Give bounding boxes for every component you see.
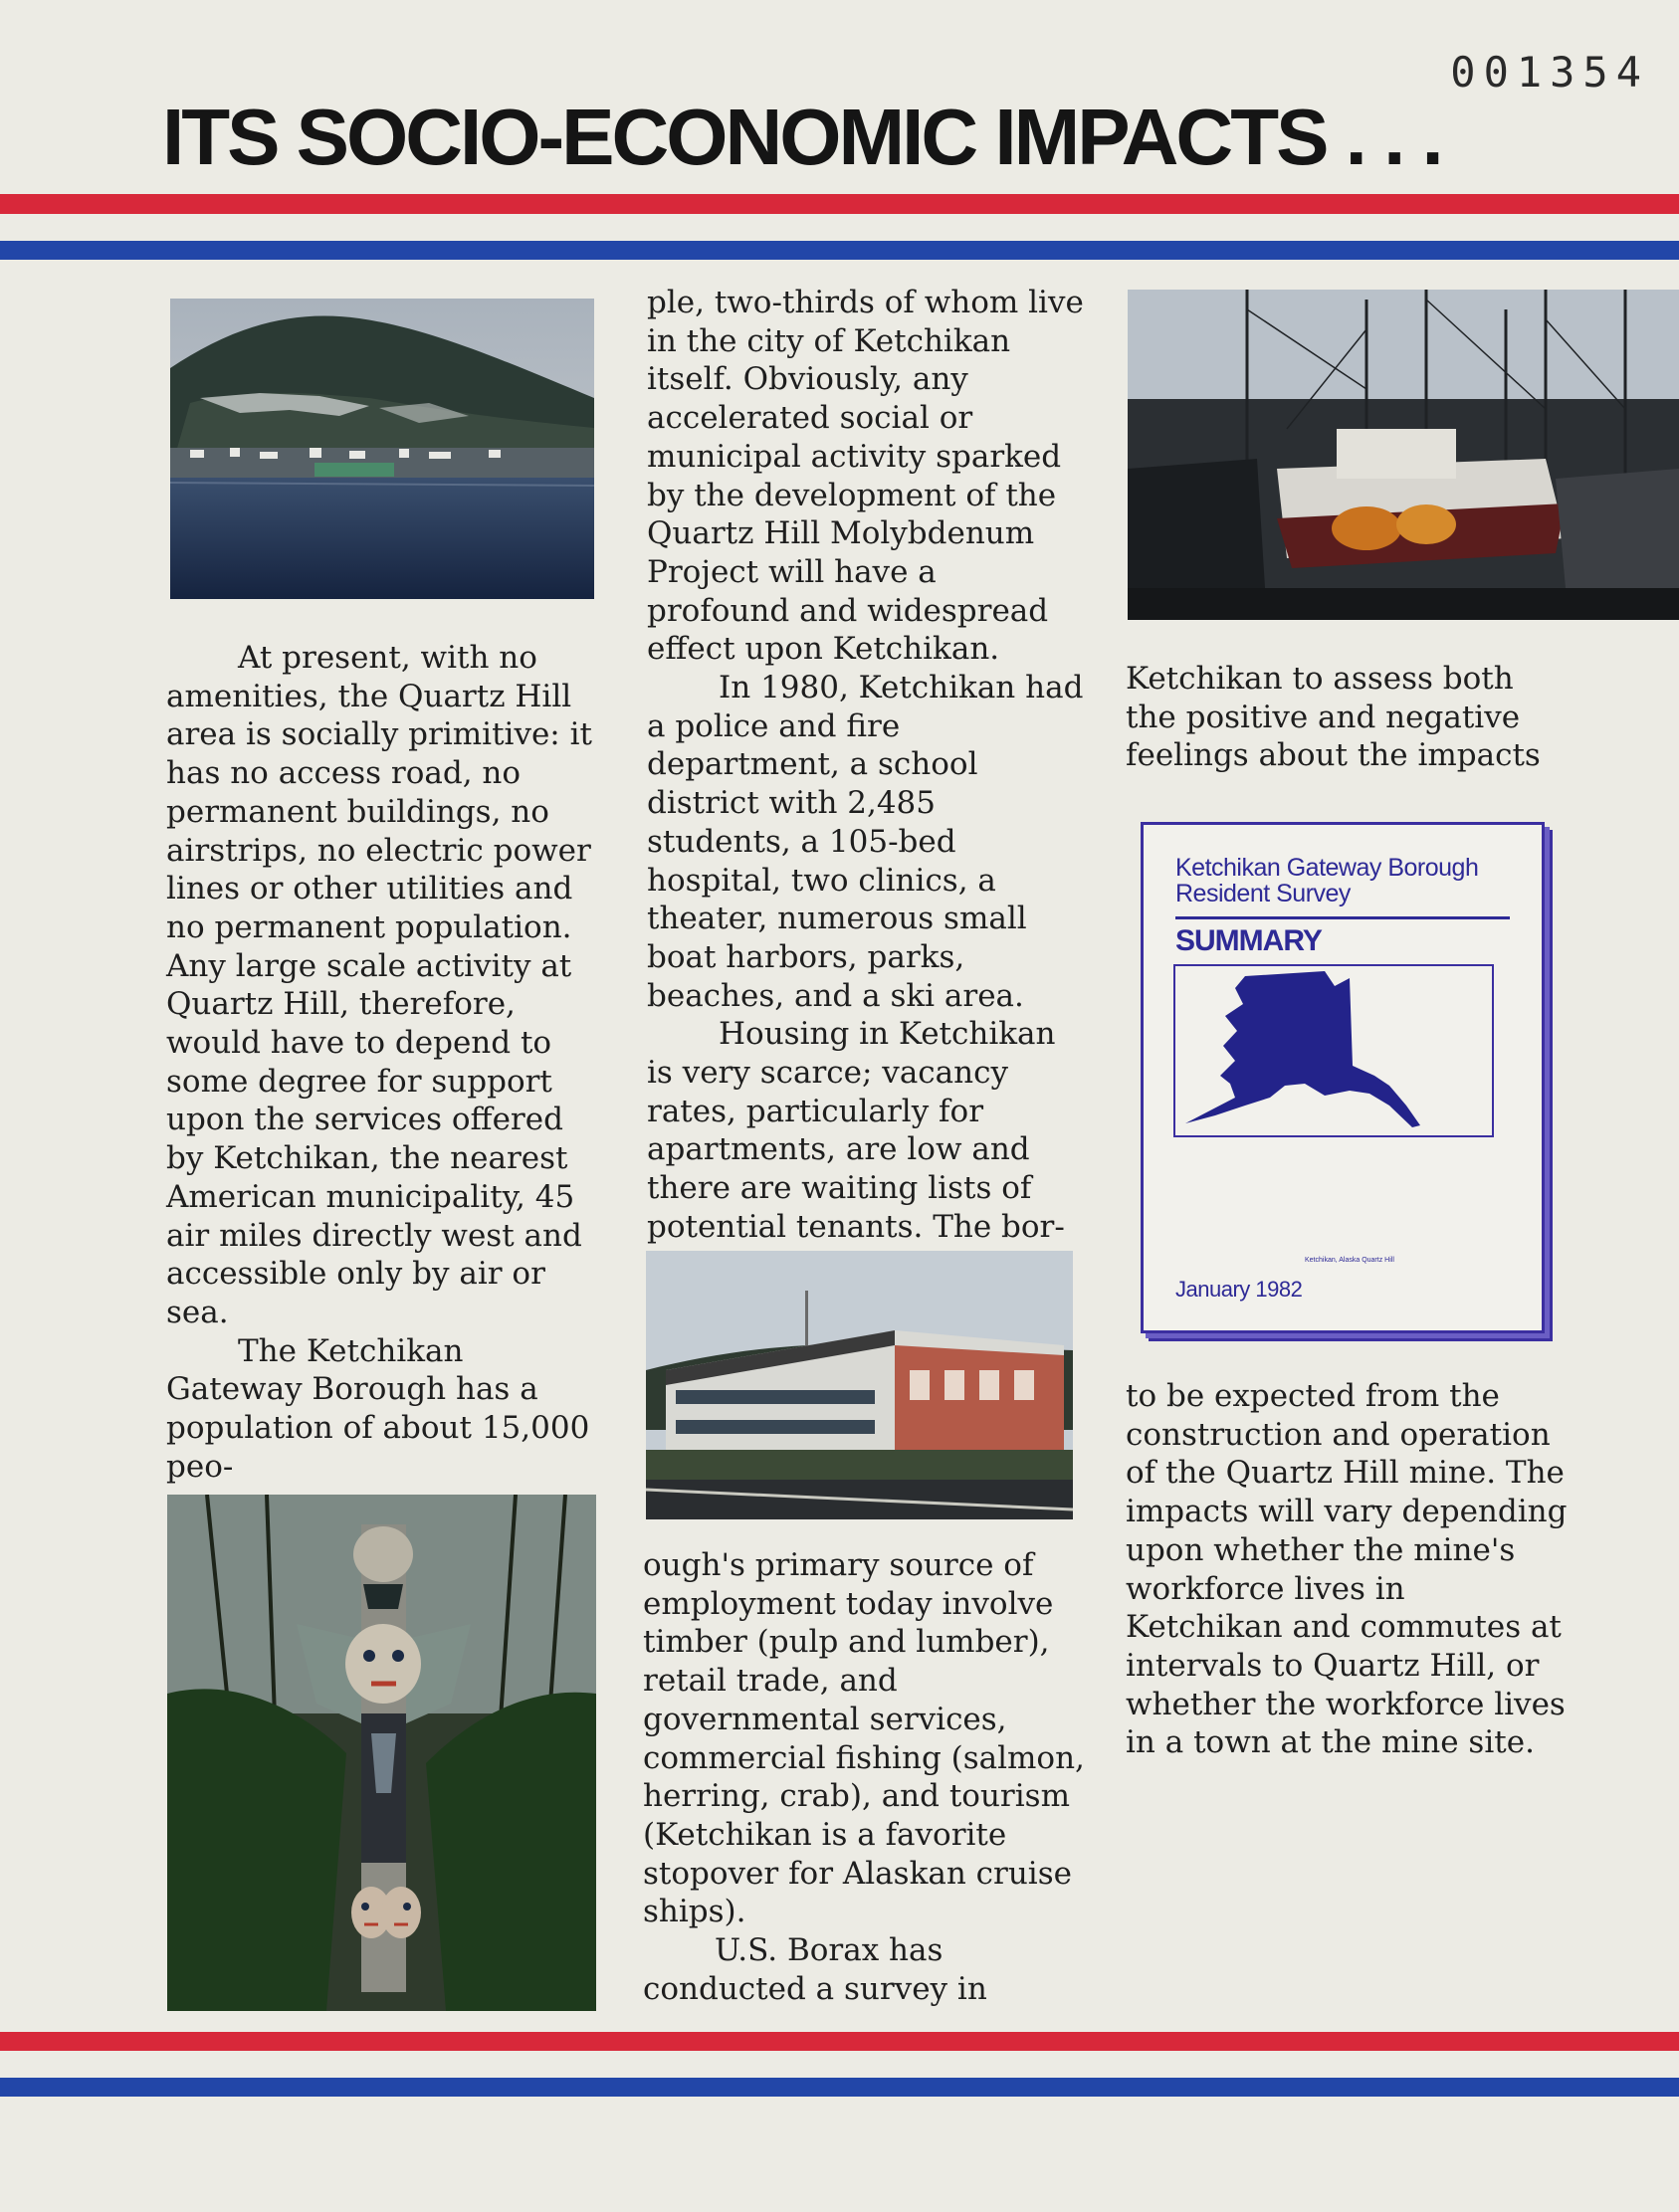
photo-ketchikan-harbor [170,299,594,599]
paragraph: In 1980, Ketchikan had a police and fire department, a school district with 2,485 students, a 105-bed hospital, two clinics, a theater, numerous small boat harbors, parks, beaches, and a ski area. [647,670,1084,1014]
bottom-blue-stripe [0,2078,1679,2097]
photo-fishing-boats [1128,290,1679,620]
headline: ITS SOCIO-ECONOMIC IMPACTS . . . [162,93,1441,181]
paragraph: At present, with no amenities, the Quartz Hill area is socially primitive: it has no access road, no permanent buildings, no airstrips, no electric power lines or other utilities and no permanent population. Any large scale activity at Quartz Hill, therefore, would have to depend to some degree for support upon the services offered by Ketchikan, the nearest American municipality, 45 air miles directly west and accessible only by air or sea. [166,640,592,1330]
paragraph: The Ketchikan Gateway Borough has a population of about 15,000 peo- [166,1332,590,1485]
survey-cover [1141,822,1545,1333]
column-2-top-text [647,284,1085,1247]
paragraph: ple, two-thirds of whom live in the city of Ketchikan itself. Obviously, any accelerated social or municipal activity sparked by the development of the Quartz Hill Molybdenum Project will have a profound and widespread effect upon Ketchikan. [647,285,1084,668]
survey-cover-map-label: Ketchikan, Alaska Quartz Hill [1305,1257,1394,1264]
paragraph: Housing in Ketchikan is very scarce; vacancy rates, particularly for apartments, are low and there are waiting lists of potential tenants. The bor- [647,1016,1065,1245]
survey-cover-date: January 1982 [1175,1277,1303,1302]
top-blue-stripe [0,241,1679,260]
alaska-map-icon [1175,966,1492,1135]
column-3-top-text [1126,660,1564,775]
column-2-bottom-text [643,1546,1086,2008]
survey-cover-heading: SUMMARY [1175,924,1322,957]
column-1-text [166,639,604,1486]
column-3-bottom-text [1126,1377,1569,1762]
survey-cover-title [1175,855,1534,906]
survey-cover-rule [1175,916,1510,919]
paragraph: Ketchikan to assess both the positive and negative feelings about the impacts [1126,661,1541,774]
paragraph: ough's primary source of employment today involve timber (pulp and lumber), retail trade, and governmental services, commercial fishing (salmon, herring, crab), and tourism (Ketchikan is a favorite stopover for Alaskan cruise ships). [643,1547,1085,1930]
photo-totem-pole [167,1495,596,2011]
top-red-stripe [0,194,1679,214]
paragraph: to be expected from the construction and operation of the Quartz Hill mine. The impacts will vary depending upon whether the mine's workforce lives in Ketchikan and commutes at intervals to Quartz Hill, or whether the workforce lives in a town at the mine site. [1126,1378,1568,1761]
survey-cover-map-frame [1173,964,1494,1264]
photo-school-building [646,1251,1073,1519]
bottom-red-stripe [0,2032,1679,2051]
survey-cover-title-line1: Ketchikan Gateway Borough [1175,854,1479,882]
survey-cover-title-line2: Resident Survey [1175,880,1351,907]
paragraph: U.S. Borax has conducted a survey in [643,1932,987,2007]
page-number: 001354 [1450,48,1649,97]
